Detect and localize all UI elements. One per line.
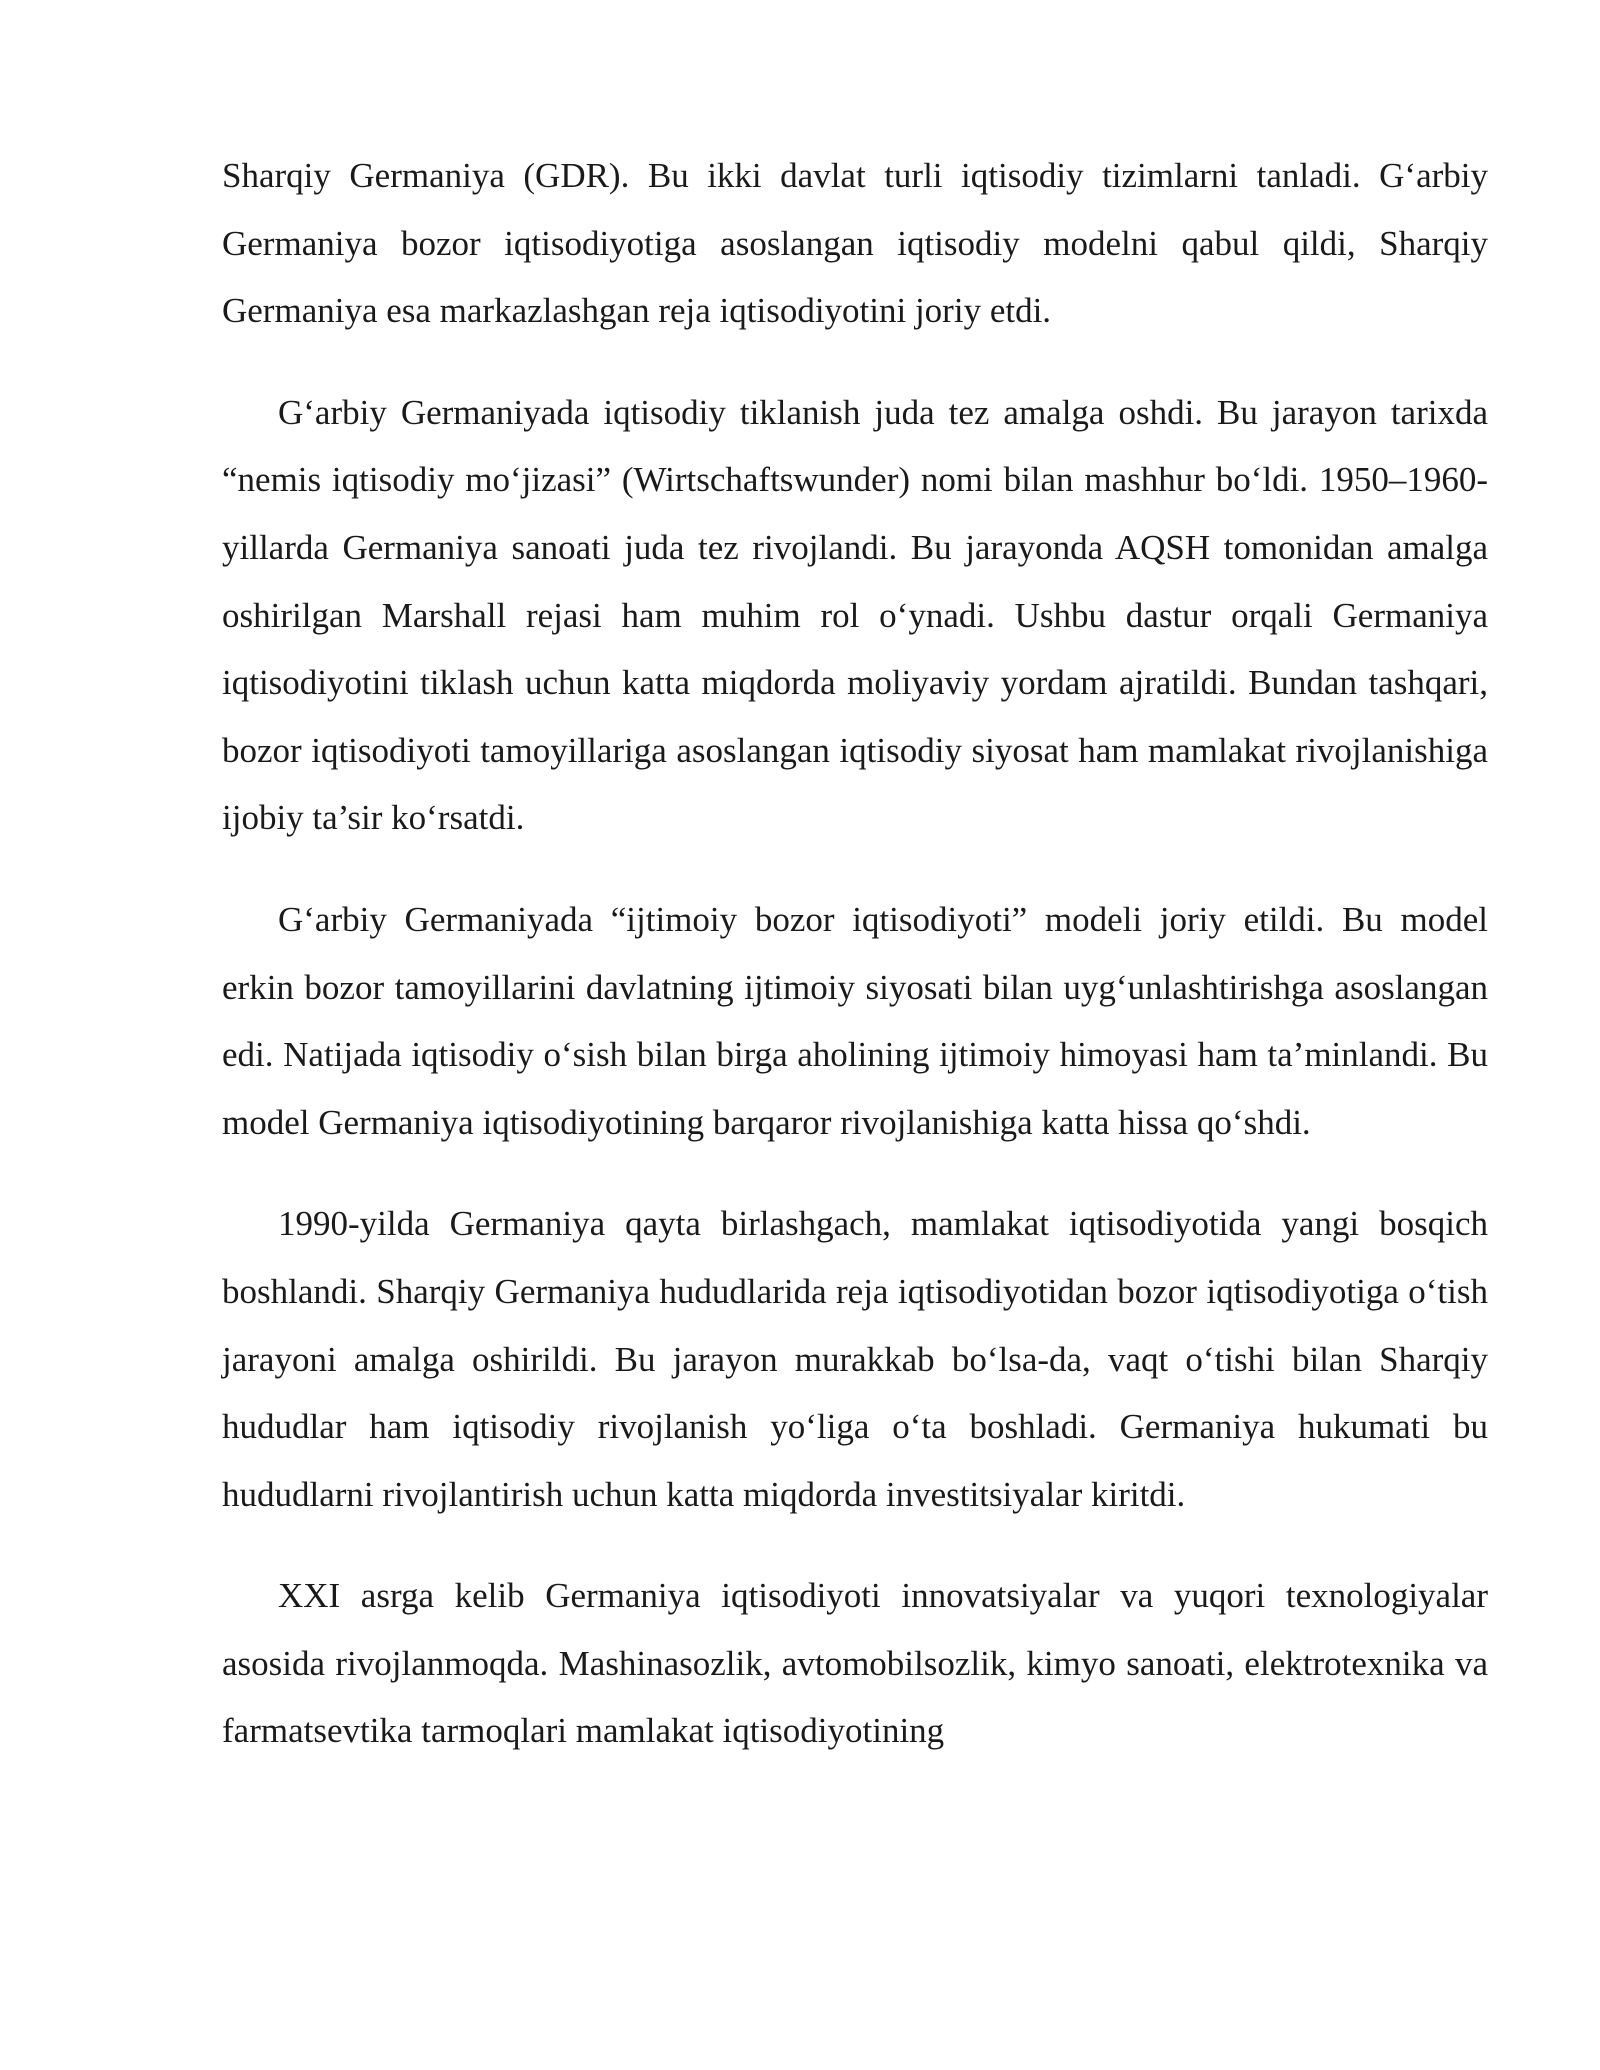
- paragraph-2: G‘arbiy Germaniyada iqtisodiy tiklanish juda tez amalga oshdi. Bu jarayon tarixda “nemis iqtisodiy mo‘jizasi” (Wirtschaftswunder) nomi bilan mashhur bo‘ldi. 1950–1960-yillarda Germaniya sanoati juda tez rivojlandi. Bu jarayonda AQSH tomonidan amalga oshirilgan Marshall rejasi ham muhim rol o‘ynadi. Ushbu dastur orqali Germaniya iqtisodiyotini tiklash uchun katta miqdorda moliyaviy yordam ajratildi. Bundan tashqari, bozor iqtisodiyoti tamoyillariga asoslangan iqtisodiy siyosat ham mamlakat rivojlanishiga ijobiy ta’sir ko‘rsatdi.: [222, 392, 1488, 838]
- paragraph-4: 1990-yilda Germaniya qayta birlashgach, mamlakat iqtisodiyotida yangi bosqich boshlandi. Sharqiy Germaniya hududlarida reja iqtisodiyotidan bozor iqtisodiyotiga o‘tish jarayoni amalga oshirildi. Bu jarayon murakkab bo‘lsa-da, vaqt o‘tishi bilan Sharqiy hududlar ham iqtisodiy rivojlanish yo‘liga o‘ta boshladi. Germaniya hukumati bu hududlarni rivojlantirish uchun katta miqdorda investitsiyalar kiritdi.: [222, 1204, 1488, 1514]
- document-body: [222, 142, 1488, 1765]
- paragraph-3: G‘arbiy Germaniyada “ijtimoiy bozor iqtisodiyoti” modeli joriy etildi. Bu model erkin bozor tamoyillarini davlatning ijtimoiy siyosati bilan uyg‘unlashtirishga asoslangan edi. Natijada iqtisodiy o‘sish bilan birga aholining ijtimoiy himoyasi ham ta’minlandi. Bu model Germaniya iqtisodiyotining barqaror rivojlanishiga katta hissa qo‘shdi.: [222, 899, 1488, 1142]
- paragraph-5: XXI asrga kelib Germaniya iqtisodiyoti innovatsiyalar va yuqori texnologiyalar asosida rivojlanmoqda. Mashinasozlik, avtomobilsozlik, kimyo sanoati, elektrotexnika va farmatsevtika tarmoqlari mamlakat iqtisodiyotining: [222, 1576, 1488, 1751]
- paragraph-1: Sharqiy Germaniya (GDR). Bu ikki davlat turli iqtisodiy tizimlarni tanladi. G‘arbiy Germaniya bozor iqtisodiyotiga asoslangan iqtisodiy modelni qabul qildi, Sharqiy Germaniya esa markazlashgan reja iqtisodiyotini joriy etdi.: [222, 156, 1488, 331]
